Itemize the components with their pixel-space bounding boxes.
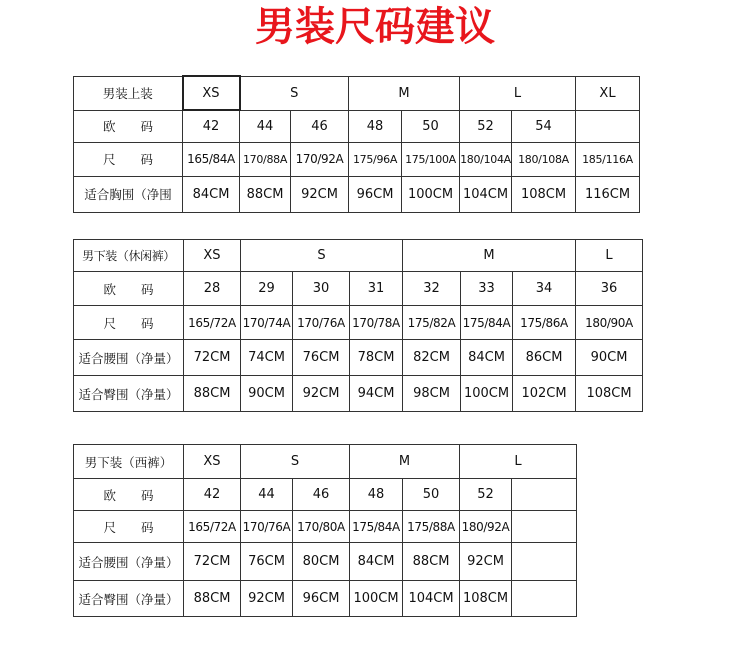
suit-pants-size-table xyxy=(73,444,577,617)
eu-cell: 46 xyxy=(293,479,350,511)
waist-cell: 92CM xyxy=(460,543,512,581)
chest-row xyxy=(74,176,640,212)
waist-cell: 80CM xyxy=(293,543,350,581)
hip-cell: 104CM xyxy=(403,581,460,617)
cn-cell: 165/84A xyxy=(183,142,240,176)
waist-cell: 72CM xyxy=(184,543,241,581)
cn-cell: 170/92A xyxy=(291,142,349,176)
waist-cell: 76CM xyxy=(241,543,293,581)
cn-cell: 175/84A xyxy=(350,511,403,543)
hip-cell: 90CM xyxy=(241,376,293,412)
cn-size-label: 尺 码 xyxy=(74,306,184,340)
eu-cell: 42 xyxy=(184,479,241,511)
eu-cell: 33 xyxy=(461,272,513,306)
cn-cell: 180/92A xyxy=(460,511,512,543)
chest-cell: 116CM xyxy=(576,176,640,212)
size-header-row xyxy=(74,240,643,272)
waist-label: 适合腰围（净量） xyxy=(74,340,184,376)
cn-cell: 170/76A xyxy=(293,306,350,340)
waist-cell xyxy=(512,543,577,581)
eu-cell: 52 xyxy=(460,479,512,511)
waist-label: 适合腰围（净量） xyxy=(74,543,184,581)
hip-cell: 98CM xyxy=(403,376,461,412)
page-title: 男装尺码建议 xyxy=(255,4,495,50)
cn-cell: 170/88A xyxy=(240,142,291,176)
cn-cell: 175/96A xyxy=(349,142,402,176)
waist-cell: 88CM xyxy=(403,543,460,581)
hip-row xyxy=(74,581,577,617)
eu-cell: 36 xyxy=(576,272,643,306)
cn-cell: 165/72A xyxy=(184,306,241,340)
hip-cell: 100CM xyxy=(461,376,513,412)
eu-cell: 48 xyxy=(349,110,402,142)
eu-cell: 42 xyxy=(183,110,240,142)
eu-cell: 46 xyxy=(291,110,349,142)
size-s: S xyxy=(241,240,403,272)
waist-cell: 78CM xyxy=(350,340,403,376)
eu-cell: 32 xyxy=(403,272,461,306)
eu-size-row xyxy=(74,110,640,142)
eu-cell: 52 xyxy=(460,110,512,142)
waist-row xyxy=(74,340,643,376)
hip-cell: 108CM xyxy=(576,376,643,412)
cn-cell: 175/86A xyxy=(513,306,576,340)
hip-cell: 100CM xyxy=(350,581,403,617)
size-m: M xyxy=(403,240,576,272)
waist-cell: 72CM xyxy=(184,340,241,376)
cn-cell: 180/104A xyxy=(460,142,512,176)
cn-cell: 180/108A xyxy=(512,142,576,176)
casual-pants-size-table xyxy=(73,239,643,412)
size-s: S xyxy=(240,76,349,110)
hip-label: 适合臀围（净量） xyxy=(74,376,184,412)
hip-cell: 96CM xyxy=(293,581,350,617)
waist-cell: 90CM xyxy=(576,340,643,376)
size-m: M xyxy=(350,445,460,479)
eu-cell: 34 xyxy=(513,272,576,306)
cn-cell: 175/82A xyxy=(403,306,461,340)
cn-cell: 170/76A xyxy=(241,511,293,543)
suit-pants-header-label: 男下装（西裤） xyxy=(74,445,184,479)
size-xs: XS xyxy=(183,76,240,110)
cn-cell: 175/88A xyxy=(403,511,460,543)
waist-cell: 82CM xyxy=(403,340,461,376)
size-xs: XS xyxy=(184,240,241,272)
eu-size-label: 欧 码 xyxy=(74,479,184,511)
hip-cell: 108CM xyxy=(460,581,512,617)
eu-size-row xyxy=(74,272,643,306)
cn-cell: 175/100A xyxy=(402,142,460,176)
eu-cell: 54 xyxy=(512,110,576,142)
chest-cell: 88CM xyxy=(240,176,291,212)
waist-cell: 84CM xyxy=(350,543,403,581)
size-m: M xyxy=(349,76,460,110)
casual-pants-header-label: 男下装（休闲裤） xyxy=(74,240,184,272)
eu-size-row xyxy=(74,479,577,511)
waist-cell: 86CM xyxy=(513,340,576,376)
eu-cell: 48 xyxy=(350,479,403,511)
eu-size-label: 欧 码 xyxy=(74,272,184,306)
waist-cell: 76CM xyxy=(293,340,350,376)
size-l: L xyxy=(460,445,577,479)
eu-size-label: 欧 码 xyxy=(74,110,183,142)
eu-cell xyxy=(512,479,577,511)
chest-cell: 104CM xyxy=(460,176,512,212)
chest-cell: 108CM xyxy=(512,176,576,212)
cn-size-label: 尺 码 xyxy=(74,142,183,176)
waist-cell: 74CM xyxy=(241,340,293,376)
size-s: S xyxy=(241,445,350,479)
eu-cell xyxy=(576,110,640,142)
cn-cell: 185/116A xyxy=(576,142,640,176)
tops-size-table xyxy=(73,75,640,213)
hip-cell: 92CM xyxy=(241,581,293,617)
eu-cell: 44 xyxy=(241,479,293,511)
hip-row xyxy=(74,376,643,412)
chest-cell: 92CM xyxy=(291,176,349,212)
eu-cell: 30 xyxy=(293,272,350,306)
size-header-row xyxy=(74,445,577,479)
cn-cell xyxy=(512,511,577,543)
eu-cell: 31 xyxy=(350,272,403,306)
size-l: L xyxy=(460,76,576,110)
cn-cell: 175/84A xyxy=(461,306,513,340)
hip-label: 适合臀围（净量） xyxy=(74,581,184,617)
cn-size-row xyxy=(74,511,577,543)
size-header-row xyxy=(74,76,640,110)
hip-cell: 94CM xyxy=(350,376,403,412)
eu-cell: 29 xyxy=(241,272,293,306)
cn-size-label: 尺 码 xyxy=(74,511,184,543)
waist-row xyxy=(74,543,577,581)
eu-cell: 50 xyxy=(402,110,460,142)
cn-cell: 170/74A xyxy=(241,306,293,340)
cn-cell: 180/90A xyxy=(576,306,643,340)
size-l: L xyxy=(576,240,643,272)
tops-header-label: 男装上装 xyxy=(74,76,183,110)
eu-cell: 28 xyxy=(184,272,241,306)
waist-cell: 84CM xyxy=(461,340,513,376)
hip-cell: 88CM xyxy=(184,376,241,412)
eu-cell: 44 xyxy=(240,110,291,142)
hip-cell: 102CM xyxy=(513,376,576,412)
chest-cell: 96CM xyxy=(349,176,402,212)
hip-cell: 92CM xyxy=(293,376,350,412)
cn-cell: 170/78A xyxy=(350,306,403,340)
eu-cell: 50 xyxy=(403,479,460,511)
size-xl: XL xyxy=(576,76,640,110)
cn-cell: 165/72A xyxy=(184,511,241,543)
hip-cell: 88CM xyxy=(184,581,241,617)
hip-cell xyxy=(512,581,577,617)
size-xs: XS xyxy=(184,445,241,479)
chest-cell: 100CM xyxy=(402,176,460,212)
cn-size-row xyxy=(74,142,640,176)
cn-cell: 170/80A xyxy=(293,511,350,543)
chest-label: 适合胸围（净围 xyxy=(74,176,183,212)
chest-cell: 84CM xyxy=(183,176,240,212)
cn-size-row xyxy=(74,306,643,340)
